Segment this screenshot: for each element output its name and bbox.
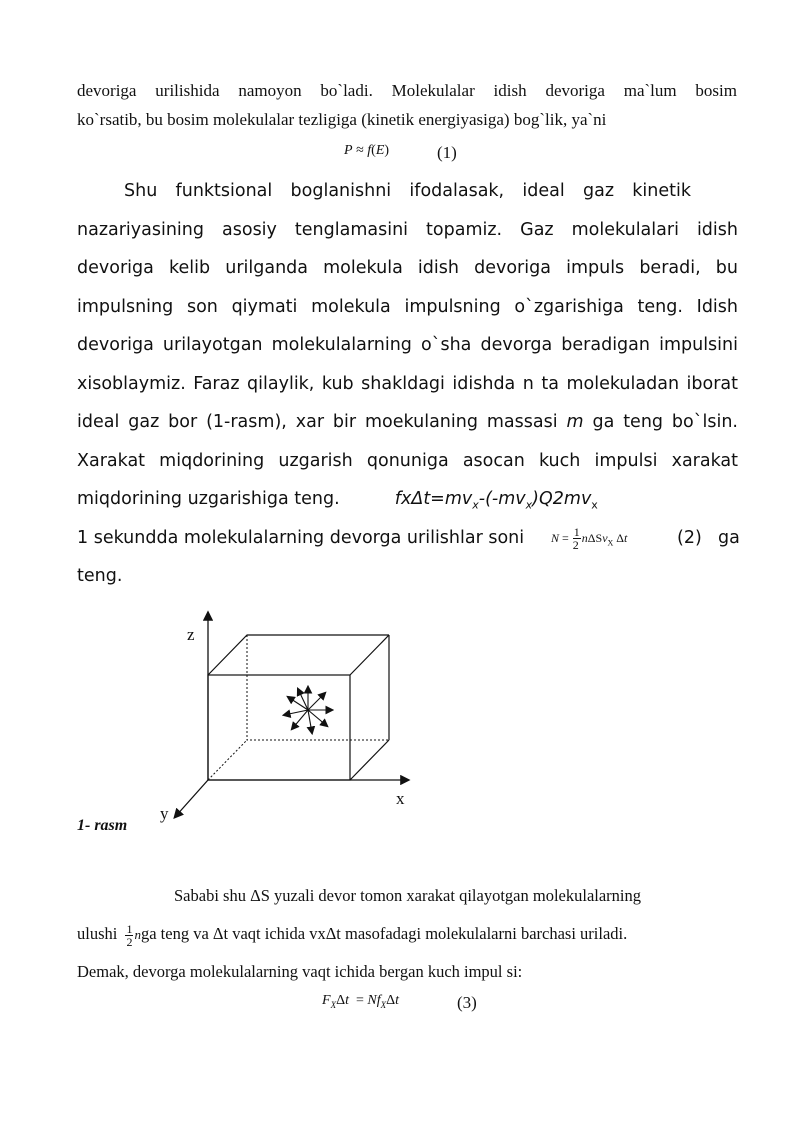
velocity-arrows: [284, 687, 332, 733]
text-line: Xarakat miqdorining uzgarish qonuniga asocan kuch impulsi xarakat: [77, 450, 738, 471]
y-axis: [175, 780, 208, 817]
text-line: teng.: [77, 566, 123, 586]
text-line: [77, 480, 738, 519]
closing-paragraph: [77, 877, 737, 991]
text-line: Shu funktsional boglanishni ifodalasak, ideal gaz kinetik: [124, 181, 691, 201]
text-line: Demak, devorga molekulalarning vaqt ichida bergan kuch impul si:: [77, 962, 523, 981]
line-tail: ga: [718, 527, 740, 548]
text-line: devoriga urilishida namoyon bo`ladi. Molekulalar idish devoriga ma`lum bosim: [77, 81, 737, 100]
text-line: ulushi $\frac{1}{2}$ nga teng va Δt vaqt ichida vxΔt masofadagi molekulalarni barchasi uriladi.: [77, 921, 628, 949]
text-line: Sababi shu ΔS yuzali devor tomon xarakat qilayotgan molekulalarning: [174, 886, 642, 905]
text-line: ko`rsatib, bu bosim molekulalar tezligiga (kinetik energiyasiga) bog`lik, ya`ni: [77, 110, 607, 129]
line-text: ga teng va Δt vaqt ichida vxΔt masofadagi molekulalarni barchasi uriladi.: [140, 924, 628, 943]
x-axis-label: x: [396, 789, 405, 808]
cube-front-face: [208, 675, 350, 780]
equation-1: P ≈ f(E): [344, 143, 390, 158]
text-line: ideal gaz bor (1-rasm), xar bir moekulaning massasi m ga teng bo`lsin.: [77, 412, 738, 432]
intro-paragraph: [77, 76, 737, 134]
equation-2-number: (2): [677, 527, 702, 548]
equation-3-number: (3): [457, 993, 477, 1012]
z-axis-label: z: [187, 625, 195, 644]
line-text: miqdorining uzgarishiga teng.: [77, 489, 340, 509]
text-line: nazariyasining asosiy tenglamasini topamiz. Gaz molekulalari idish: [77, 219, 738, 240]
y-axis-label: y: [160, 804, 169, 823]
equation-1-number: (1): [437, 143, 457, 162]
line-text: 1 sekundda molekulalarning devorga urilishlar soni: [77, 527, 525, 548]
text-line: xisoblaymiz. Faraz qilaylik, kub shakldagi idishda n ta molekuladan iborat: [77, 373, 738, 394]
text-line: devoriga urilayotgan molekulalarning o`sha devorga beradigan impulsini: [77, 335, 738, 355]
momentum-formula: $fx\Delta t=mv_x-(-mv_x)Q2mv_x$: [394, 489, 598, 512]
text-line: devoriga kelib urilganda molekula idish devoriga impuls beradi, bu: [77, 258, 738, 278]
figure-caption: 1- rasm: [77, 817, 128, 834]
cube-back-face: [247, 635, 389, 740]
main-paragraph: [77, 172, 738, 596]
equation-3: $F_X\Delta t = Nf_X\Delta t$: [322, 993, 400, 1010]
equation-2: N = $\frac{1}{2}$ nΔSv$_X$ Δt: [551, 525, 628, 553]
line-text: ulushi: [77, 924, 118, 943]
cube-figure: [160, 605, 420, 830]
text-line: [77, 519, 738, 558]
text-line: impulsning son qiymati molekula impulsning o`zgarishiga teng. Idish: [77, 296, 738, 317]
